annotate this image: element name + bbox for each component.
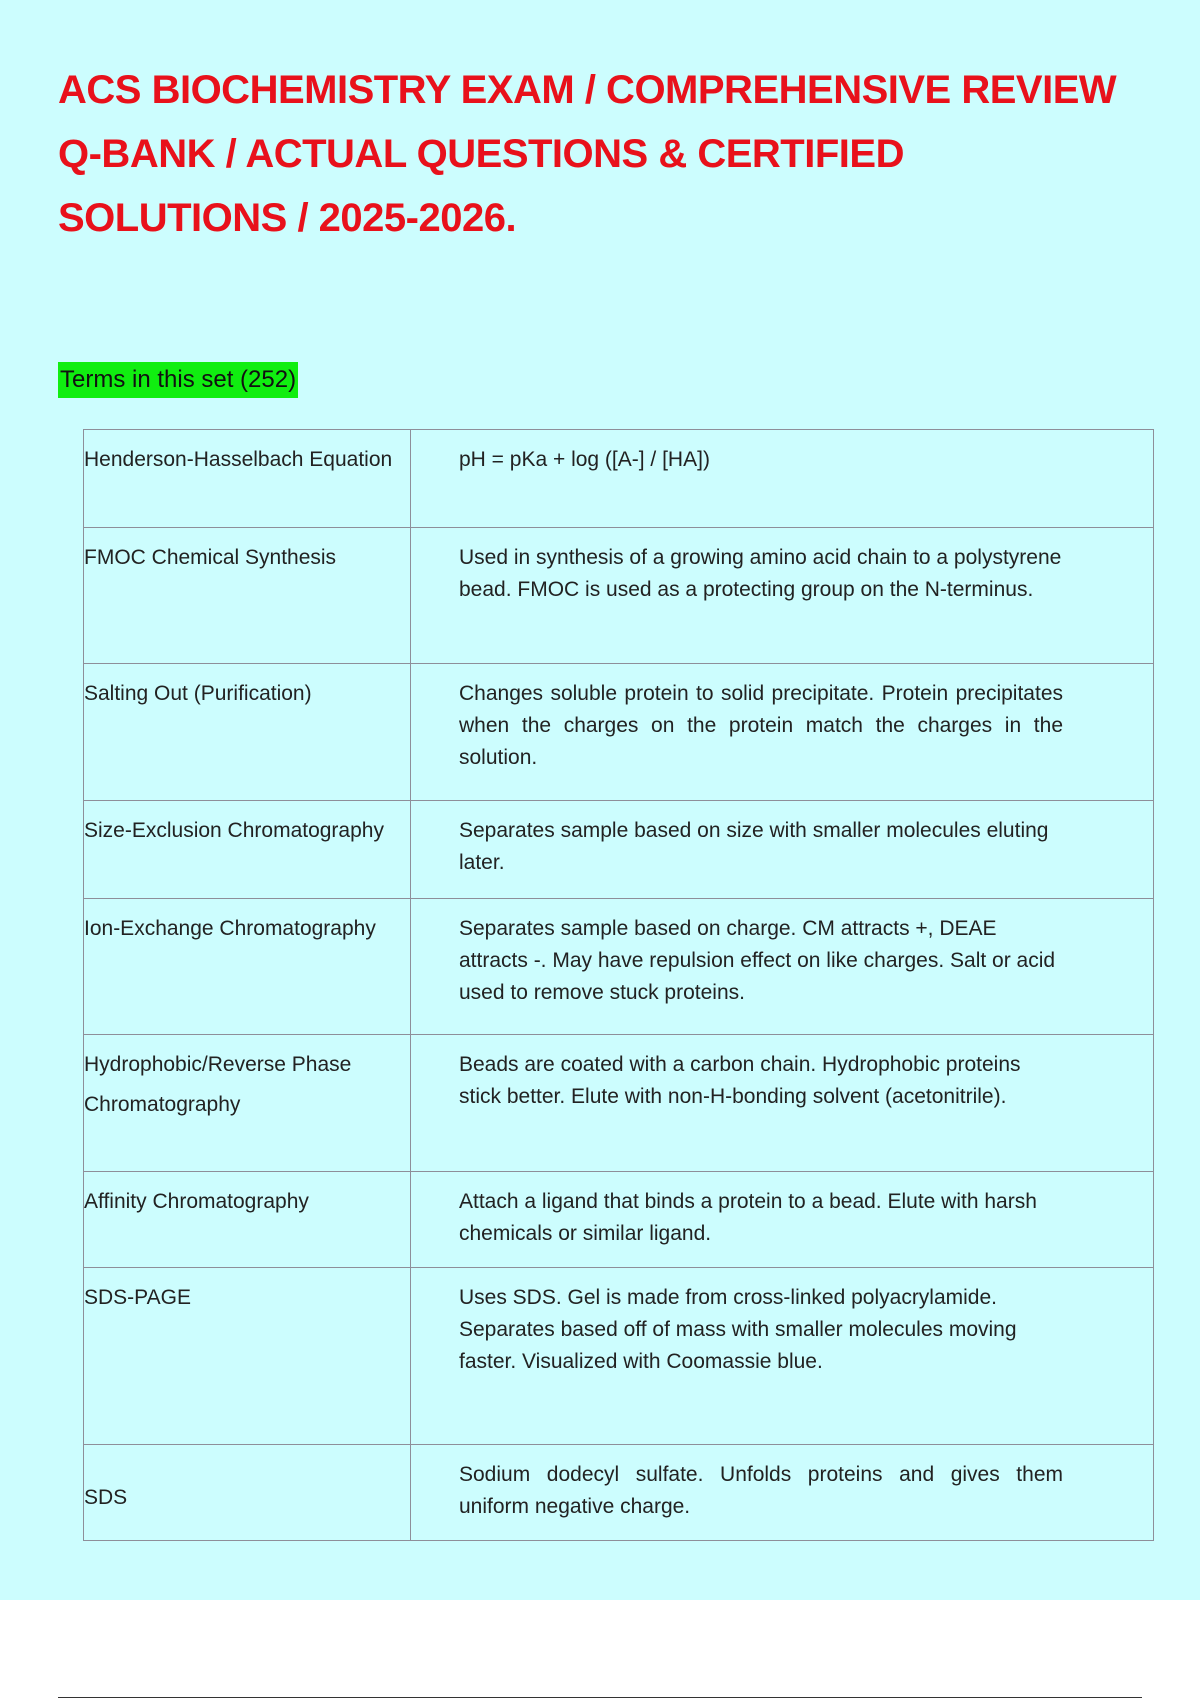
definition-cell: pH = pKa + log ([A-] / [HA]) xyxy=(411,430,1154,528)
table-row xyxy=(84,801,1154,899)
definition-cell: Uses SDS. Gel is made from cross-linked polyacrylamide. Separates based off of mass with smaller molecules moving faster. Visualized with Coomassie blue. xyxy=(411,1268,1154,1445)
term-cell: FMOC Chemical Synthesis xyxy=(84,528,411,664)
definition-cell: Changes soluble protein to solid precipitate. Protein precipitates when the charges on the protein match the charges in the solution. xyxy=(411,664,1154,801)
table-row xyxy=(84,899,1154,1035)
table-row xyxy=(84,1445,1154,1541)
term-cell: Ion-Exchange Chromatography xyxy=(84,899,411,1035)
definition-cell: Sodium dodecyl sulfate. Unfolds proteins and gives them uniform negative charge. xyxy=(411,1445,1154,1541)
term-cell: Size-Exclusion Chromatography xyxy=(84,801,411,899)
definition-cell: Separates sample based on size with smaller molecules eluting later. xyxy=(411,801,1154,899)
term-cell: Hydrophobic/Reverse Phase Chromatography xyxy=(84,1035,411,1172)
table-row xyxy=(84,430,1154,528)
term-cell: Henderson-Hasselbach Equation xyxy=(84,430,411,528)
definition-cell: Attach a ligand that binds a protein to a bead. Elute with harsh chemicals or similar ligand. xyxy=(411,1172,1154,1268)
terms-table xyxy=(83,429,1154,1541)
table-row xyxy=(84,664,1154,801)
table-row xyxy=(84,1172,1154,1268)
terms-count-label: Terms in this set (252) xyxy=(58,362,298,398)
term-cell: SDS-PAGE xyxy=(84,1268,411,1445)
definition-cell: Separates sample based on charge. CM attracts +, DEAE attracts -. May have repulsion effect on like charges. Salt or acid used to remove stuck proteins. xyxy=(411,899,1154,1035)
definition-cell: Beads are coated with a carbon chain. Hydrophobic proteins stick better. Elute with non-H-bonding solvent (acetonitrile). xyxy=(411,1035,1154,1172)
definition-cell: Used in synthesis of a growing amino acid chain to a polystyrene bead. FMOC is used as a protecting group on the N-terminus. xyxy=(411,528,1154,664)
footer-rule xyxy=(58,1697,1142,1698)
term-cell: Salting Out (Purification) xyxy=(84,664,411,801)
term-cell: Affinity Chromatography xyxy=(84,1172,411,1268)
table-row xyxy=(84,1035,1154,1172)
term-cell: SDS xyxy=(84,1445,411,1541)
table-row xyxy=(84,528,1154,664)
table-row xyxy=(84,1268,1154,1445)
document-title: ACS BIOCHEMISTRY EXAM / COMPREHENSIVE REVIEW Q-BANK / ACTUAL QUESTIONS & CERTIFIED SOLUTIONS / 2025-2026. xyxy=(58,68,1117,240)
